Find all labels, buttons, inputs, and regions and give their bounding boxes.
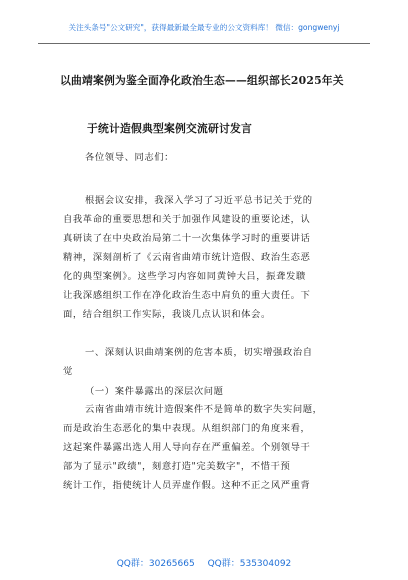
heading-line: 一、深刻认识曲靖案例的危害本质，切实增强政治自 — [85, 347, 313, 358]
document-title-line-1: 以曲靖案例为鉴全面净化政治生态——组织部长2025年关 — [60, 74, 344, 87]
paragraph-line: 面，结合组织工作实际，我谈几点认识和体会。 — [63, 309, 271, 320]
paragraph-line: 而是政治生态恶化的集中表现。从组织部门的角度来看， — [63, 423, 311, 434]
paragraph-line: 部为了显示"政绩"，刻意打造"完美数字"，不惜干预 — [63, 461, 291, 472]
paragraph-case — [63, 400, 353, 495]
paragraph-line: 精神，深刻剖析了《云南省曲靖市统计造假、政治生态恶 — [63, 252, 311, 263]
header-divider — [38, 43, 370, 44]
paragraph-line: 统计工作，指使统计人员弄虚作假。这种不正之风严重背 — [63, 480, 311, 491]
paragraph-line: 云南省曲靖市统计造假案件不是简单的数字失实问题， — [85, 404, 323, 415]
paragraph-line: 自我革命的重要思想和关于加强作风建设的重要论述，认 — [63, 214, 311, 225]
salutation: 各位领导、同志们： — [85, 152, 175, 163]
paragraph-intro — [63, 191, 353, 324]
heading-line: 觉 — [63, 366, 73, 377]
document-title-line-2: 于统计造假典型案例交流研讨发言 — [87, 122, 252, 135]
header-banner: 关注头条号"公文研究"，获得最新最全最专业的公文资料库！ 微信：gongwenyj — [68, 23, 340, 32]
footer-qq-group-2: QQ群：535304092 — [207, 559, 292, 569]
subsection-heading: （一）案件暴露出的深层次问题 — [85, 386, 224, 397]
paragraph-line: 根据会议安排，我深入学习了习近平总书记关于党的 — [85, 195, 313, 206]
footer-qq-group-1: QQ群：30265665 — [116, 559, 195, 569]
paragraph-line: 化的典型案例》。这些学习内容如同黄钟大吕，振聋发聩 — [63, 271, 306, 282]
footer-contact — [0, 556, 408, 569]
paragraph-line: 真研读了在中央政治局第二十一次集体学习时的重要讲话 — [63, 233, 311, 244]
section-heading-1 — [63, 343, 353, 381]
paragraph-line: 让我深感组织工作在净化政治生态中肩负的重大责任。下 — [63, 290, 311, 301]
paragraph-line: 这起案件暴露出选人用人导向存在严重偏差。个别领导干 — [63, 442, 311, 453]
